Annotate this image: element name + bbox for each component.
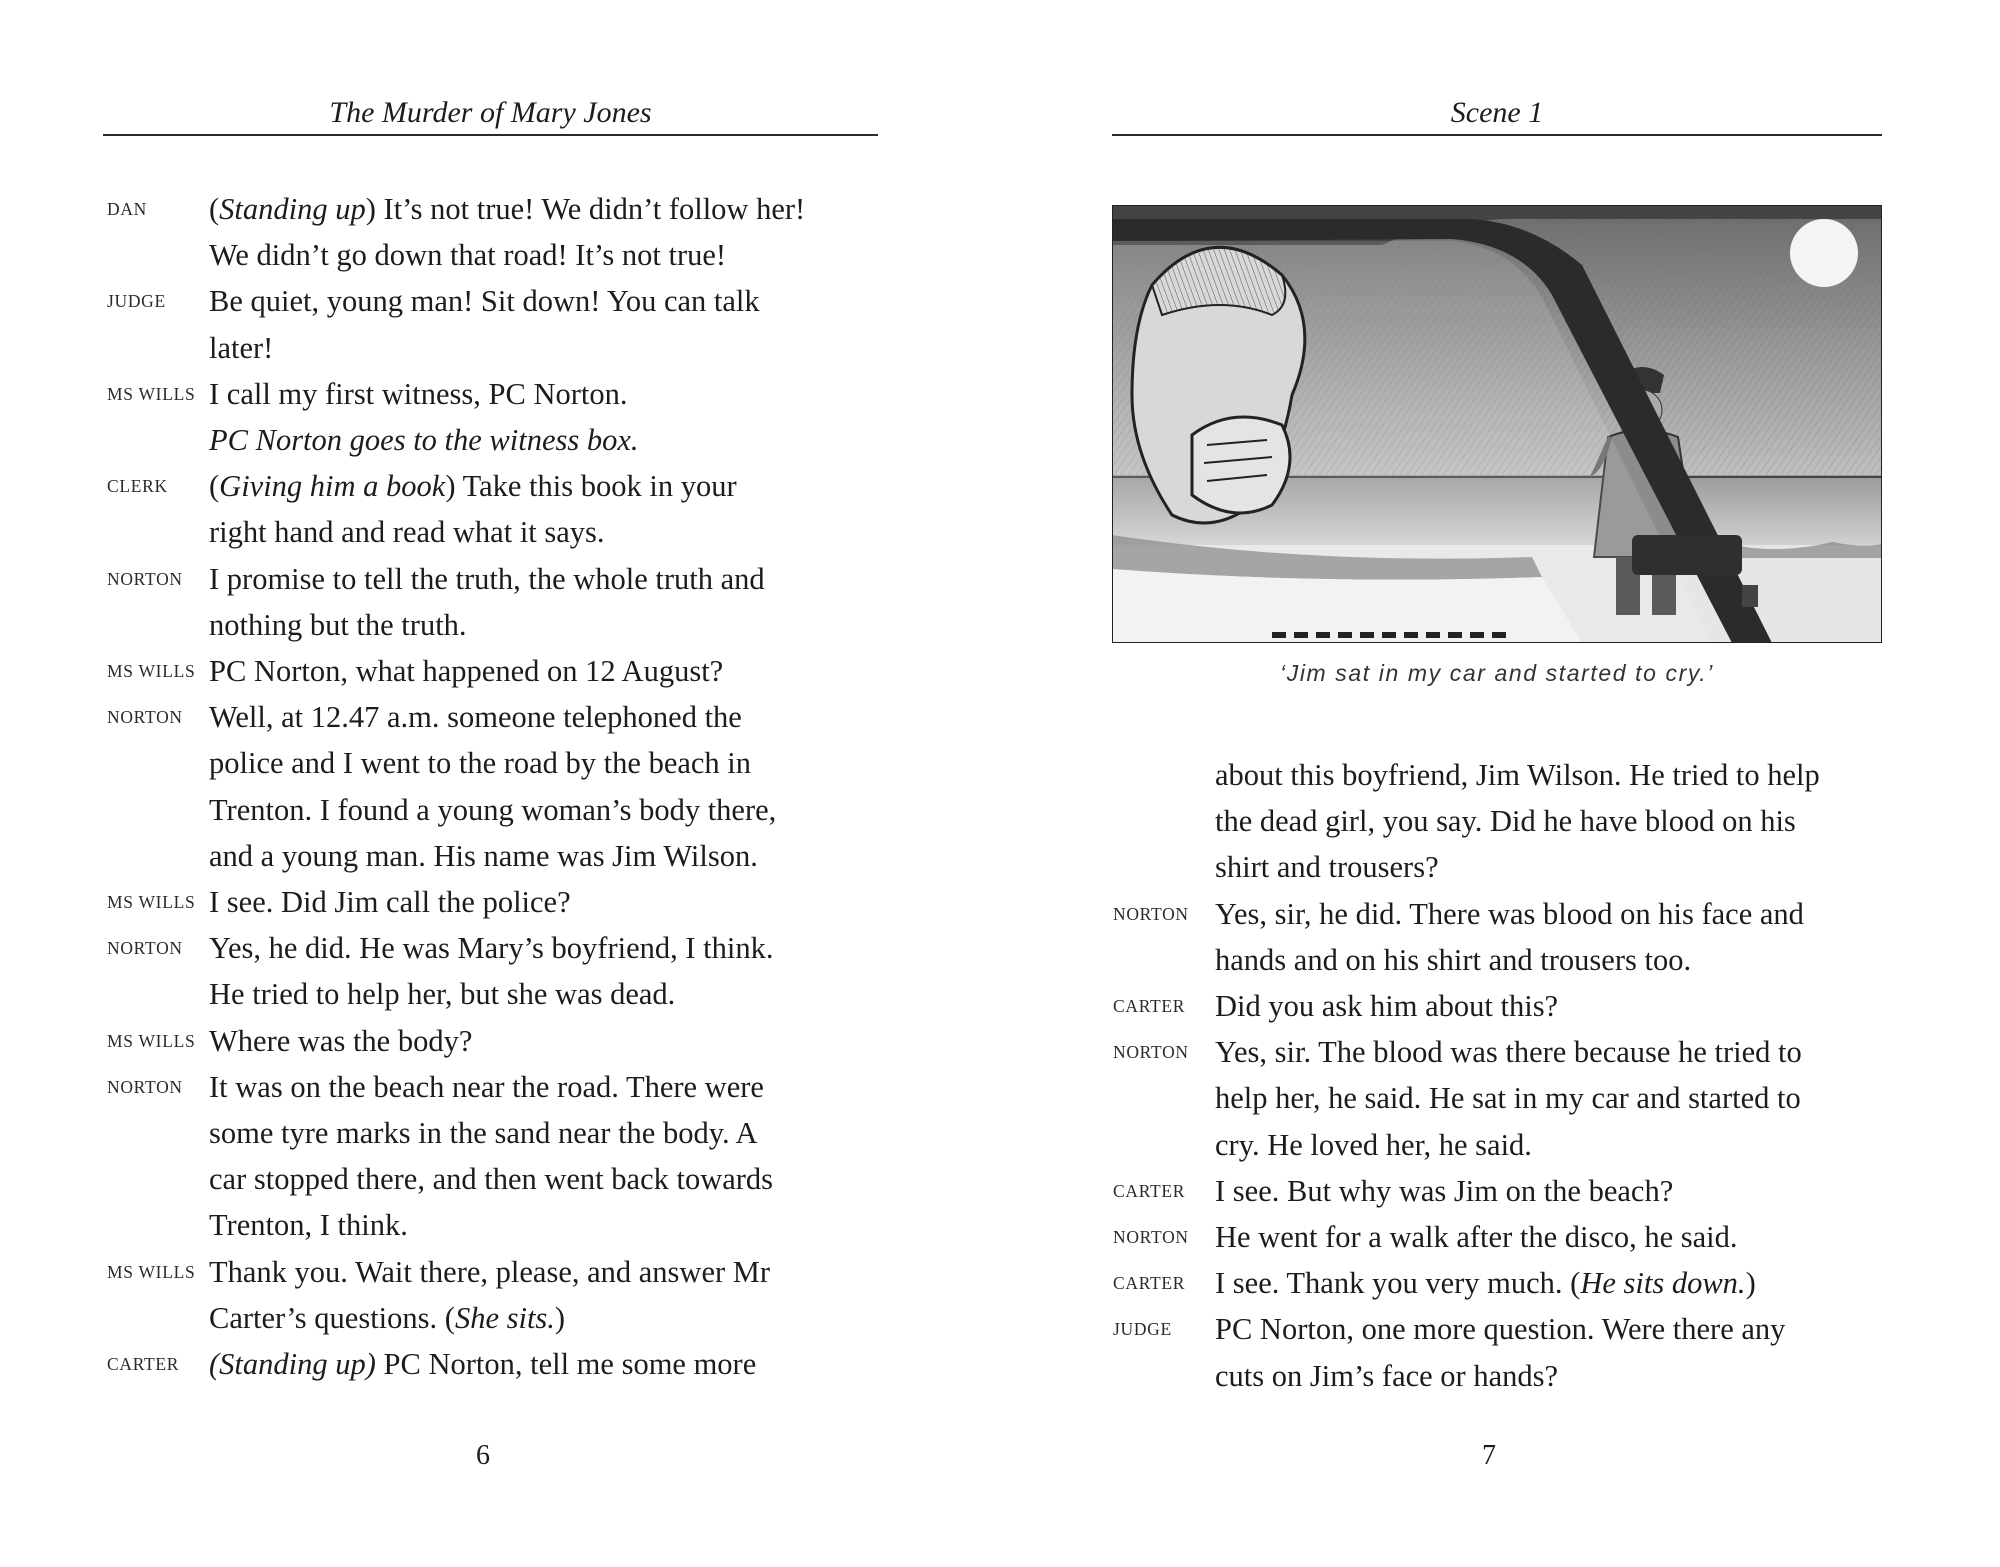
dialogue-line [1113,891,1993,983]
text-row [1215,1260,1993,1306]
italic-text: Giving him a book [219,469,446,504]
text-row [209,971,987,1017]
text-run: ) It’s not true! We didn’t follow her! [365,192,806,226]
text-row [209,1202,987,1248]
text-run: We didn’t go down that road! It’s not true! [209,238,727,273]
text-row [1215,1353,1993,1399]
text-run: ) [1745,1266,1756,1301]
text-run: PC Norton, tell me some more [375,1347,757,1382]
speaker-name: DAN [107,199,148,219]
text-row [1215,983,1993,1029]
dialogue-line [107,1249,987,1341]
text-row [209,833,987,879]
text-row [1215,1306,1993,1352]
dialogue-line [107,694,987,879]
text-run: He went for a walk after the disco, he said. [1215,1220,1738,1255]
text-row [209,232,987,278]
speaker-name: CARTER [1113,996,1186,1017]
speaker-name: MS WILLS [107,1261,196,1282]
text-run: Yes, sir, he did. There was blood on his face and [1215,896,1804,931]
text-row [1215,752,1993,798]
speech-text [209,556,987,648]
dialogue-line [1113,1260,1993,1306]
italic-text: Standing up [219,192,366,226]
dialogue-line [107,1064,987,1249]
text-row [1215,1168,1993,1214]
speaker-name: NORTON [1113,1042,1189,1063]
text-run: shirt and trousers? [1215,850,1439,885]
running-head-left: The Murder of Mary Jones [103,92,878,136]
speech-text [209,463,987,555]
speaker-name: NORTON [107,1076,183,1097]
illustration-caption: ‘Jim sat in my car and started to cry.’ [1280,660,1714,686]
text-run: car stopped there, and then went back towards [209,1162,774,1197]
text-run: ( [209,469,220,504]
text-run: later! [209,330,274,365]
text-row [209,602,987,648]
text-run: I call my first witness, PC Norton. [209,376,628,411]
running-head-right: Scene 1 [1112,92,1882,136]
text-row [1215,798,1993,844]
text-row [209,186,987,232]
text-run: hands and on his shirt and trousers too. [1215,942,1692,977]
dialogue-line [107,186,987,278]
text-run: Yes, sir. The blood was there because he tried to [1215,1035,1802,1070]
speech-text [209,925,987,1017]
dialogue-line [1113,1029,1993,1168]
text-row [209,1249,987,1295]
page-number-left: 6 [476,1440,490,1471]
dialogue-line [107,463,987,555]
speech-text [209,278,987,370]
illustration-jim-in-car [1112,205,1882,643]
text-row [1215,844,1993,890]
text-row [209,325,987,371]
speaker-name: NORTON [107,707,183,728]
text-run: I promise to tell the truth, the whole truth and [209,561,765,596]
text-run: about this boyfriend, Jim Wilson. He tried to help [1215,758,1820,792]
dialogue-line [1113,1168,1993,1214]
text-run: nothing but the truth. [209,607,467,642]
speech-text [1215,752,1993,891]
speech-text [1215,983,1993,1029]
text-row [209,417,987,463]
speaker-name: MS WILLS [107,661,196,682]
speech-text [209,879,987,925]
text-row [1215,1214,1993,1260]
text-row [209,1018,987,1064]
speaker-name: NORTON [107,938,183,959]
speaker-name: MS WILLS [107,892,196,913]
speaker-name: NORTON [1113,1227,1189,1248]
italic-text: (Standing up) [209,1347,376,1382]
speaker-name [1113,752,1215,891]
speaker-name: MS WILLS [107,1030,196,1051]
text-run: Carter’s questions. ( [209,1300,455,1335]
dialogue-line [1113,1306,1993,1398]
text-row [209,1156,987,1202]
speech-text [209,186,987,278]
text-run: Thank you. Wait there, please, and answer Mr [209,1254,771,1289]
italic-text: PC Norton goes to the witness box. [209,423,639,458]
text-row [209,1110,987,1156]
text-row [209,1295,987,1341]
speaker-name: NORTON [1113,903,1189,924]
text-run: the dead girl, you say. Did he have blood on his [1215,804,1796,839]
text-row [1215,1029,1993,1075]
right-page [1000,0,2000,1567]
text-row [1215,937,1993,983]
speaker-name: NORTON [107,568,183,589]
speech-text [1215,1306,1993,1398]
text-row [209,787,987,833]
text-row [209,925,987,971]
dialogue-right [1113,752,1993,1399]
text-run: He tried to help her, but she was dead. [209,977,676,1012]
crying-man [1132,247,1305,523]
text-run: Where was the body? [209,1023,473,1058]
text-row [209,463,987,509]
text-run: PC Norton, what happened on 12 August? [209,654,724,689]
text-run: ( [209,192,220,226]
dialogue-line [107,1018,987,1064]
text-run: PC Norton, one more question. Were there any [1215,1312,1786,1347]
text-row [209,1341,987,1387]
speaker-name: JUDGE [107,291,166,312]
speech-text [1215,1168,1993,1214]
page-number-right: 7 [1482,1440,1496,1471]
speaker-name: CARTER [1113,1273,1186,1294]
text-row [209,740,987,786]
dialogue-line [107,925,987,1017]
dialogue-line [107,648,987,694]
speaker-name: CARTER [1113,1180,1186,1201]
dialogue-line [107,1341,987,1387]
text-row [209,879,987,925]
text-run: Trenton. I found a young woman’s body there, [209,792,777,827]
text-run: It was on the beach near the road. There were [209,1069,764,1104]
text-row [1215,1122,1993,1168]
text-run: ) [554,1300,566,1335]
text-row [209,1064,987,1110]
text-row [209,509,987,555]
speech-text [209,694,987,879]
text-run: Well, at 12.47 a.m. someone telephoned the [209,700,742,735]
dialogue-line [107,371,987,463]
text-row [209,371,987,417]
speaker-name: MS WILLS [107,383,196,404]
dialogue-line [107,278,987,370]
dialogue-line [1113,1214,1993,1260]
text-row [1215,891,1993,937]
italic-text: She sits. [454,1300,555,1335]
text-row [209,556,987,602]
speech-text [209,1064,987,1249]
text-row [209,694,987,740]
text-run: I see. Thank you very much. ( [1215,1266,1581,1301]
dialogue-line [107,556,987,648]
speech-text [209,371,987,463]
text-run: Yes, he did. He was Mary’s boyfriend, I think. [209,931,774,966]
speech-text [1215,1214,1993,1260]
text-run: and a young man. His name was Jim Wilson. [209,838,758,873]
dialogue-line [1113,983,1993,1029]
speech-text [1215,1260,1993,1306]
speech-text [209,1018,987,1064]
moon [1790,219,1858,287]
speech-text [209,1249,987,1341]
speech-text [209,1341,987,1387]
speech-text [1215,891,1993,983]
text-row [209,278,987,324]
text-run: police and I went to the road by the beach in [209,746,752,781]
dialogue-left [107,186,987,1387]
speech-text [209,648,987,694]
text-run: Be quiet, young man! Sit down! You can talk [209,284,760,319]
text-row [1215,1075,1993,1121]
text-row [209,648,987,694]
text-run: ) Take this book in your [445,469,737,504]
text-run: I see. But why was Jim on the beach? [1215,1173,1674,1208]
text-run: Did you ask him about this? [1215,989,1559,1024]
speaker-name: CARTER [107,1354,180,1375]
text-run: help her, he said. He sat in my car and started to [1215,1081,1801,1116]
text-run: cuts on Jim’s face or hands? [1215,1358,1559,1393]
dialogue-line [107,879,987,925]
text-run: cry. He loved her, he said. [1215,1127,1532,1162]
speech-text [1215,1029,1993,1168]
dialogue-line [1113,752,1993,891]
text-run: I see. Did Jim call the police? [209,885,571,920]
italic-text: He sits down. [1580,1266,1746,1301]
text-run: Trenton, I think. [209,1208,408,1243]
speaker-name: JUDGE [1113,1319,1172,1340]
speaker-name: CLERK [107,476,168,497]
text-run: right hand and read what it says. [209,515,605,550]
text-run: some tyre marks in the sand near the body. A [209,1116,758,1151]
